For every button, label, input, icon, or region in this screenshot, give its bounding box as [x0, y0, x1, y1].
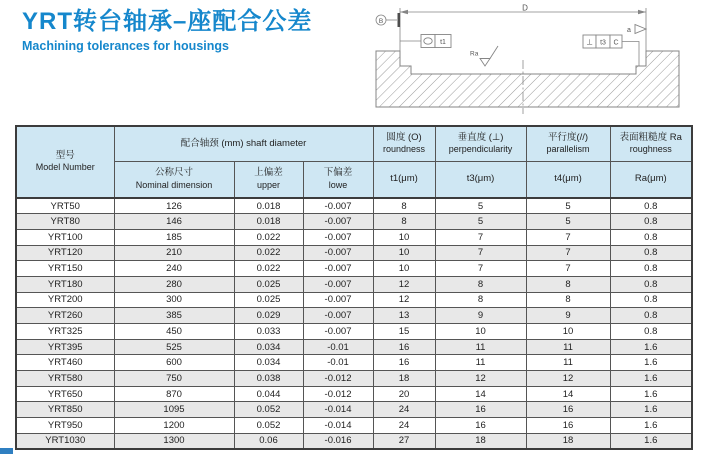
cell-parallelism-t4: 7 [526, 245, 610, 261]
cell-roundness-t1: 8 [373, 198, 435, 214]
cell-lower-deviation: -0.007 [303, 214, 373, 230]
table-row [16, 214, 692, 230]
cell-lower-deviation: -0.007 [303, 261, 373, 277]
table-row [16, 418, 692, 434]
cell-parallelism-t4: 10 [526, 324, 610, 340]
cell-model: YRT200 [16, 292, 114, 308]
cell-roundness-t1: 18 [373, 371, 435, 387]
cell-perpendicularity-t3: 9 [435, 308, 526, 324]
perpendicularity-tolerance-frame [583, 35, 639, 66]
cell-nominal-dimension: 1300 [114, 433, 234, 449]
cell-nominal-dimension: 185 [114, 229, 234, 245]
col-header-shaft-diameter-group: 配合轴颈 (mm) shaft diameter [114, 126, 373, 161]
cell-nominal-dimension: 1095 [114, 402, 234, 418]
cell-roundness-t1: 8 [373, 214, 435, 230]
cell-model: YRT100 [16, 229, 114, 245]
cell-roughness-ra: 0.8 [610, 261, 692, 277]
cell-lower-deviation: -0.007 [303, 245, 373, 261]
title-block [22, 8, 312, 53]
housing-cross-section-drawing [373, 4, 709, 119]
cell-roughness-ra: 1.6 [610, 355, 692, 371]
page-subtitle: Machining tolerances for housings [22, 38, 229, 53]
cell-nominal-dimension: 870 [114, 386, 234, 402]
cell-lower-deviation: -0.007 [303, 229, 373, 245]
cell-parallelism-t4: 12 [526, 371, 610, 387]
cell-nominal-dimension: 126 [114, 198, 234, 214]
cell-lower-deviation: -0.007 [303, 308, 373, 324]
cell-nominal-dimension: 750 [114, 371, 234, 387]
cell-perpendicularity-t3: 16 [435, 402, 526, 418]
cell-lower-deviation: -0.012 [303, 386, 373, 402]
cell-roundness-t1: 12 [373, 292, 435, 308]
cell-parallelism-t4: 7 [526, 261, 610, 277]
cell-roundness-t1: 24 [373, 402, 435, 418]
cell-roughness-ra: 1.6 [610, 339, 692, 355]
col-header-perpendicularity: 垂直度 (⊥) perpendicularity [435, 126, 526, 161]
corner-accent-mark [0, 448, 13, 454]
col-unit-t1: t1(μm) [373, 161, 435, 198]
cell-roughness-ra: 0.8 [610, 276, 692, 292]
cell-lower-deviation: -0.007 [303, 276, 373, 292]
cell-lower-deviation: -0.016 [303, 433, 373, 449]
cell-lower-deviation: -0.007 [303, 292, 373, 308]
col-header-upper-deviation: 上偏差 upper [234, 161, 303, 198]
cell-model: YRT650 [16, 386, 114, 402]
cell-roundness-t1: 24 [373, 418, 435, 434]
cell-perpendicularity-t3: 11 [435, 355, 526, 371]
cell-nominal-dimension: 1200 [114, 418, 234, 434]
cell-parallelism-t4: 5 [526, 214, 610, 230]
cell-model: YRT950 [16, 418, 114, 434]
svg-text:t3: t3 [600, 39, 606, 47]
table-row [16, 245, 692, 261]
cell-perpendicularity-t3: 11 [435, 339, 526, 355]
table-row [16, 402, 692, 418]
cell-perpendicularity-t3: 16 [435, 418, 526, 434]
cell-nominal-dimension: 450 [114, 324, 234, 340]
cell-roundness-t1: 10 [373, 229, 435, 245]
cell-lower-deviation: -0.007 [303, 324, 373, 340]
cell-model: YRT1030 [16, 433, 114, 449]
cell-parallelism-t4: 5 [526, 198, 610, 214]
cell-perpendicularity-t3: 14 [435, 386, 526, 402]
col-header-roughness: 表面粗糙度 Ra roughness [610, 126, 692, 161]
cell-upper-deviation: 0.052 [234, 402, 303, 418]
datum-b-symbol [376, 13, 400, 27]
cell-parallelism-t4: 11 [526, 355, 610, 371]
cell-roughness-ra: 0.8 [610, 198, 692, 214]
cell-roundness-t1: 10 [373, 245, 435, 261]
cell-upper-deviation: 0.022 [234, 229, 303, 245]
cell-model: YRT120 [16, 245, 114, 261]
cell-upper-deviation: 0.044 [234, 386, 303, 402]
cell-upper-deviation: 0.06 [234, 433, 303, 449]
cell-lower-deviation: -0.012 [303, 371, 373, 387]
table-row [16, 371, 692, 387]
cell-model: YRT460 [16, 355, 114, 371]
cell-upper-deviation: 0.022 [234, 245, 303, 261]
cell-parallelism-t4: 11 [526, 339, 610, 355]
cell-perpendicularity-t3: 5 [435, 198, 526, 214]
cell-lower-deviation: -0.01 [303, 355, 373, 371]
cell-parallelism-t4: 16 [526, 402, 610, 418]
cell-parallelism-t4: 9 [526, 308, 610, 324]
cell-roughness-ra: 0.8 [610, 229, 692, 245]
col-unit-t4: t4(μm) [526, 161, 610, 198]
table-row [16, 261, 692, 277]
cell-model: YRT580 [16, 371, 114, 387]
datum-a-flag [627, 25, 646, 35]
table-body [16, 198, 692, 449]
cell-nominal-dimension: 280 [114, 276, 234, 292]
cell-model: YRT150 [16, 261, 114, 277]
cell-model: YRT260 [16, 308, 114, 324]
cell-model: YRT180 [16, 276, 114, 292]
cell-roundness-t1: 12 [373, 276, 435, 292]
cell-model: YRT850 [16, 402, 114, 418]
dimension-label: D [522, 4, 528, 13]
housing-section [376, 51, 679, 107]
cell-perpendicularity-t3: 8 [435, 292, 526, 308]
cell-roughness-ra: 0.8 [610, 308, 692, 324]
cell-roundness-t1: 15 [373, 324, 435, 340]
cell-lower-deviation: -0.007 [303, 198, 373, 214]
col-unit-t3: t3(μm) [435, 161, 526, 198]
cell-model: YRT325 [16, 324, 114, 340]
cell-roundness-t1: 27 [373, 433, 435, 449]
svg-text:a: a [627, 27, 631, 34]
cell-perpendicularity-t3: 7 [435, 229, 526, 245]
cell-lower-deviation: -0.014 [303, 418, 373, 434]
cell-perpendicularity-t3: 5 [435, 214, 526, 230]
cell-upper-deviation: 0.034 [234, 339, 303, 355]
cell-perpendicularity-t3: 12 [435, 371, 526, 387]
cell-parallelism-t4: 14 [526, 386, 610, 402]
cell-upper-deviation: 0.025 [234, 292, 303, 308]
table-row [16, 276, 692, 292]
cell-roundness-t1: 16 [373, 355, 435, 371]
cell-parallelism-t4: 8 [526, 276, 610, 292]
surface-roughness-symbol [470, 46, 498, 66]
cell-parallelism-t4: 8 [526, 292, 610, 308]
cell-parallelism-t4: 16 [526, 418, 610, 434]
svg-text:Ra: Ra [470, 50, 479, 58]
cell-upper-deviation: 0.018 [234, 214, 303, 230]
cell-model: YRT395 [16, 339, 114, 355]
page-title: YRT转台轴承–座配合公差 [22, 8, 313, 35]
table-row [16, 292, 692, 308]
cell-parallelism-t4: 18 [526, 433, 610, 449]
table-row [16, 386, 692, 402]
tolerance-table [15, 125, 693, 450]
table-row [16, 229, 692, 245]
cell-upper-deviation: 0.018 [234, 198, 303, 214]
cell-upper-deviation: 0.025 [234, 276, 303, 292]
cell-upper-deviation: 0.033 [234, 324, 303, 340]
cell-roundness-t1: 16 [373, 339, 435, 355]
cell-roughness-ra: 0.8 [610, 214, 692, 230]
table-row [16, 433, 692, 449]
cell-roughness-ra: 1.6 [610, 418, 692, 434]
cell-model: YRT50 [16, 198, 114, 214]
cell-lower-deviation: -0.01 [303, 339, 373, 355]
cell-upper-deviation: 0.038 [234, 371, 303, 387]
cell-perpendicularity-t3: 10 [435, 324, 526, 340]
cell-roundness-t1: 20 [373, 386, 435, 402]
col-header-roundness: 圆度 (O) roundness [373, 126, 435, 161]
cell-nominal-dimension: 525 [114, 339, 234, 355]
cell-perpendicularity-t3: 7 [435, 261, 526, 277]
cell-roughness-ra: 1.6 [610, 386, 692, 402]
svg-text:t1: t1 [440, 38, 446, 46]
table-row [16, 324, 692, 340]
cell-upper-deviation: 0.052 [234, 418, 303, 434]
cell-nominal-dimension: 600 [114, 355, 234, 371]
col-header-model: 型号 Model Number [16, 126, 114, 198]
cell-parallelism-t4: 7 [526, 229, 610, 245]
cell-nominal-dimension: 240 [114, 261, 234, 277]
cell-roundness-t1: 13 [373, 308, 435, 324]
col-header-nominal-dimension: 公称尺寸 Nominal dimension [114, 161, 234, 198]
cell-upper-deviation: 0.022 [234, 261, 303, 277]
cell-perpendicularity-t3: 18 [435, 433, 526, 449]
table-row [16, 355, 692, 371]
cell-perpendicularity-t3: 7 [435, 245, 526, 261]
cell-model: YRT80 [16, 214, 114, 230]
cell-roughness-ra: 0.8 [610, 292, 692, 308]
cell-upper-deviation: 0.034 [234, 355, 303, 371]
table-row [16, 308, 692, 324]
cell-lower-deviation: -0.014 [303, 402, 373, 418]
cell-roughness-ra: 0.8 [610, 245, 692, 261]
svg-text:C: C [613, 39, 619, 47]
cell-roundness-t1: 10 [373, 261, 435, 277]
roundness-tolerance-frame [400, 35, 451, 48]
perpendicularity-icon: ⊥ [586, 37, 593, 47]
svg-text:B: B [378, 17, 384, 25]
col-header-lower-deviation: 下偏差 lowe [303, 161, 373, 198]
cell-upper-deviation: 0.029 [234, 308, 303, 324]
cell-perpendicularity-t3: 8 [435, 276, 526, 292]
col-header-parallelism: 平行度(//) parallelism [526, 126, 610, 161]
cell-roughness-ra: 1.6 [610, 402, 692, 418]
cell-nominal-dimension: 385 [114, 308, 234, 324]
col-unit-ra: Ra(μm) [610, 161, 692, 198]
cell-nominal-dimension: 300 [114, 292, 234, 308]
cell-nominal-dimension: 210 [114, 245, 234, 261]
cell-roughness-ra: 1.6 [610, 433, 692, 449]
cell-roughness-ra: 1.6 [610, 371, 692, 387]
cell-nominal-dimension: 146 [114, 214, 234, 230]
table-row [16, 198, 692, 214]
table-row [16, 339, 692, 355]
cell-roughness-ra: 0.8 [610, 324, 692, 340]
